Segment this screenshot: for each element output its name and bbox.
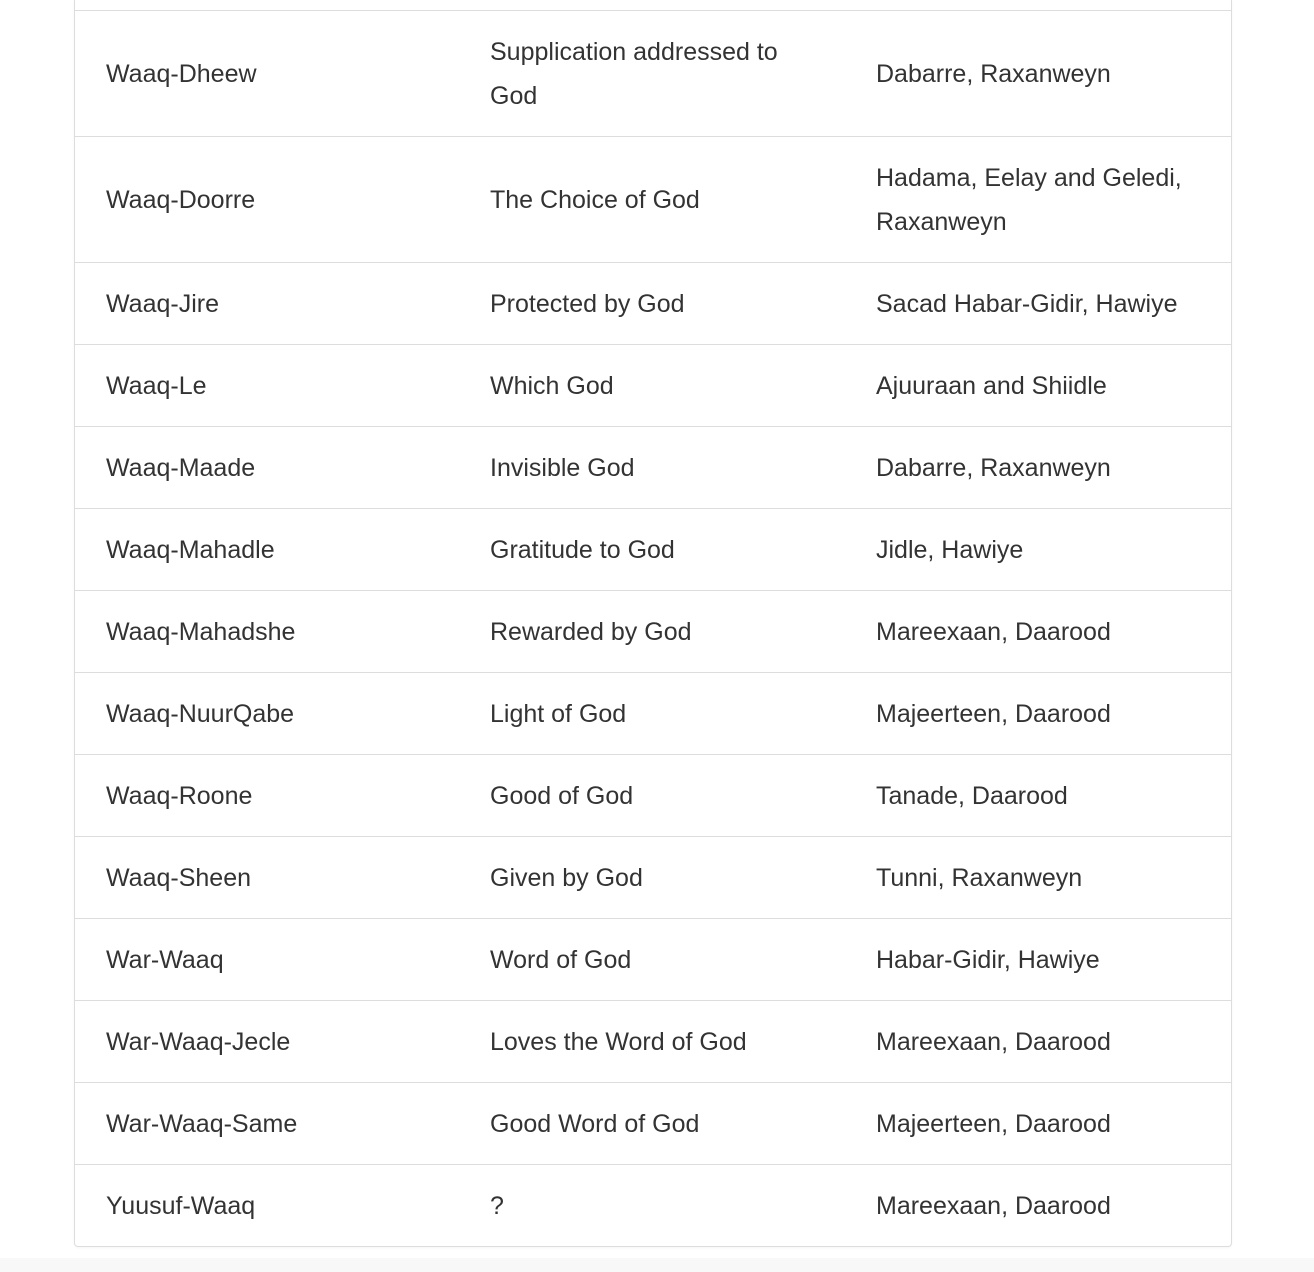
name-cell: Waaq-NuurQabe bbox=[75, 673, 459, 755]
clan-cell: Tanade, Daarood bbox=[845, 755, 1232, 837]
meaning-cell: Good Word of God bbox=[459, 1083, 845, 1165]
table-row bbox=[75, 1165, 1232, 1247]
clan-cell: Dabarre, Raxanweyn bbox=[845, 427, 1232, 509]
meaning-cell: ? bbox=[490, 1191, 504, 1220]
meaning-cell: Given by God bbox=[459, 837, 845, 919]
name-cell: Waaq-Dheew bbox=[75, 11, 459, 137]
meaning-cell: Loves the Word of God bbox=[459, 1001, 845, 1083]
meaning-cell: Gratitude to God bbox=[459, 509, 845, 591]
meaning-cell: Rewarded by God bbox=[459, 591, 845, 673]
meaning-cell: Light of God bbox=[459, 673, 845, 755]
name-cell: War-Waaq-Jecle bbox=[75, 1001, 459, 1083]
clan-cell: Hadama, Eelay and Geledi, Raxanweyn bbox=[845, 137, 1232, 263]
name-cell: Waaq-Sheen bbox=[75, 837, 459, 919]
names-table bbox=[75, 0, 1232, 1246]
name-cell: Waaq-Maade bbox=[75, 427, 459, 509]
name-cell: War-Waaq bbox=[75, 919, 459, 1001]
name-cell: Waaq-Le bbox=[75, 345, 459, 427]
table-row bbox=[75, 11, 1232, 137]
names-table-card bbox=[74, 0, 1232, 1247]
clan-cell: Mareexaan, Daarood bbox=[845, 1001, 1232, 1083]
name-cell: Waaq-Doorre bbox=[75, 137, 459, 263]
name-cell: War-Waaq-Same bbox=[75, 1083, 459, 1165]
table-row bbox=[75, 263, 1232, 345]
table-row bbox=[75, 673, 1232, 755]
clan-cell: Mareexaan, Daarood bbox=[876, 1191, 1111, 1220]
meaning-cell: Protected by God bbox=[459, 263, 845, 345]
meaning-cell: Which God bbox=[459, 345, 845, 427]
clan-cell: Majeerteen, Daarood bbox=[845, 1083, 1232, 1165]
name-cell: Waaq-Roone bbox=[75, 755, 459, 837]
table-row bbox=[75, 591, 1232, 673]
name-cell: Waaq-Jire bbox=[75, 263, 459, 345]
name-cell: Waaq-Mahadle bbox=[75, 509, 459, 591]
clan-cell: Jidle, Hawiye bbox=[845, 509, 1232, 591]
table-row bbox=[75, 919, 1232, 1001]
name-cell: Yuusuf-Waaq bbox=[106, 1191, 256, 1220]
name-cell: Waaq-Mahadshe bbox=[75, 591, 459, 673]
table-row bbox=[75, 1083, 1232, 1165]
clan-cell: Habar-Gidir, Hawiye bbox=[845, 919, 1232, 1001]
clan-cell: Dabarre, Raxanweyn bbox=[845, 11, 1232, 137]
table-top-edge bbox=[75, 0, 1232, 11]
meaning-cell: Word of God bbox=[459, 919, 845, 1001]
clan-cell: Tunni, Raxanweyn bbox=[845, 837, 1232, 919]
meaning-cell: The Choice of God bbox=[459, 137, 845, 263]
table-row bbox=[75, 837, 1232, 919]
meaning-cell: Good of God bbox=[459, 755, 845, 837]
clan-cell: Ajuuraan and Shiidle bbox=[845, 345, 1232, 427]
clan-cell: Mareexaan, Daarood bbox=[845, 591, 1232, 673]
meaning-cell: Invisible God bbox=[459, 427, 845, 509]
table-row bbox=[75, 755, 1232, 837]
table-row bbox=[75, 427, 1232, 509]
table-row bbox=[75, 1001, 1232, 1083]
table-row bbox=[75, 137, 1232, 263]
clan-cell: Majeerteen, Daarood bbox=[845, 673, 1232, 755]
clan-cell: Sacad Habar-Gidir, Hawiye bbox=[845, 263, 1232, 345]
meaning-cell: Supplication addressed to God bbox=[459, 11, 845, 137]
table-row bbox=[75, 345, 1232, 427]
table-row bbox=[75, 509, 1232, 591]
